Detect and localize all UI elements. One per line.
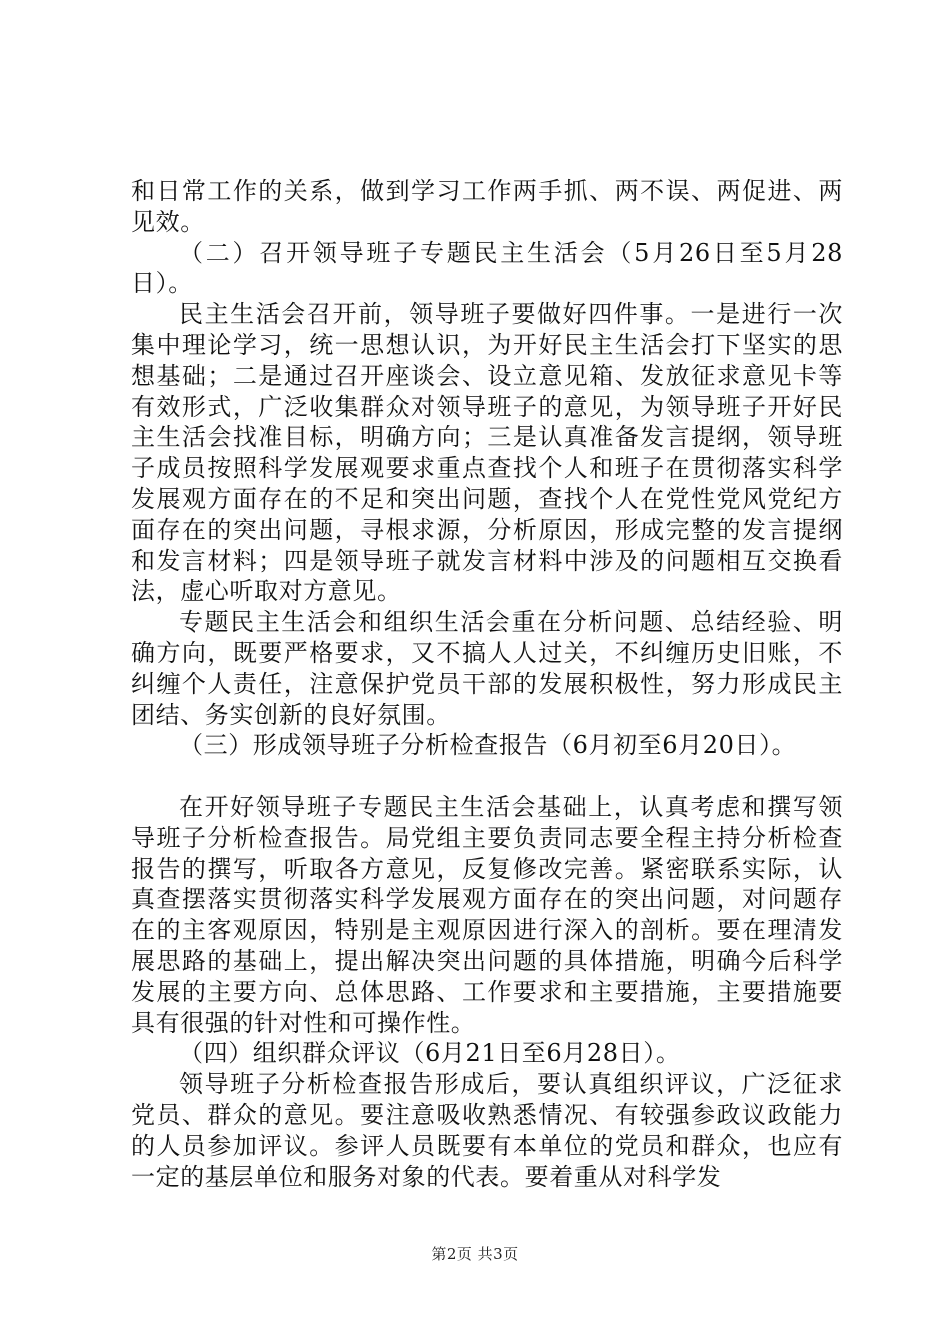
paragraph-report: 在开好领导班子专题民主生活会基础上，认真考虑和撰写领导班子分析检查报告。局党组主要负责同志要全程主持分析检查报告的撰写，听取各方意见，反复修改完善。紧密联系实际，认真查摆落实贯彻落实科学发展观方面存在的突出问题，对问题存在的主客观原因，特别是主观原因进行深入的剖析。要在理清发展思路的基础上，提出解决突出问题的具体措施，明确今后科学发展的主要方向、总体思路、工作要求和主要措施，主要措施要具有很强的针对性和可操作性。 <box>131 792 843 1037</box>
paragraph-preparation: 民主生活会召开前，领导班子要做好四件事。一是进行一次集中理论学习，统一思想认识，为开好民主生活会打下坚实的思想基础；二是通过召开座谈会、设立意见箱、发放征求意见卡等有效形式，广泛收集群众对领导班子的意见，为领导班子开好民主生活会找准目标，明确方向；三是认真准备发言提纲，领导班子成员按照科学发展观要求重点查找个人和班子在贯彻落实科学发展观方面存在的不足和突出问题，查找个人在党性党风党纪方面存在的突出问题，寻根求源，分析原因，形成完整的发言提纲和发言材料；四是领导班子就发言材料中涉及的问题相互交换看法，虚心听取对方意见。 <box>131 300 843 606</box>
section-heading-4: （四）组织群众评议（6月21日至6月28日）。 <box>179 1039 681 1068</box>
page-number-footer: 第2页 共3页 <box>431 1245 519 1263</box>
paragraph-atmosphere: 专题民主生活会和组织生活会重在分析问题、总结经验、明确方向，既要严格要求，又不搞人人过关，不纠缠历史旧账，不纠缠个人责任，注意保护党员干部的发展积极性，努力形成民主团结、务实创新的良好氛围。 <box>131 608 843 729</box>
section-heading-3: （三）形成领导班子分析检查报告（6月初至6月20日）。 <box>179 731 797 760</box>
section-heading-2: （二）召开领导班子专题民主生活会（5月26日至5月28日）。 <box>131 238 843 298</box>
paragraph-evaluation: 领导班子分析检查报告形成后，要认真组织评议，广泛征求党员、群众的意见。要注意吸收熟悉情况、有较强参政议政能力的人员参加评议。参评人员既要有本单位的党员和群众，也应有一定的基层单位和服务对象的代表。要着重从对科学发 <box>131 1070 843 1191</box>
paragraph-continuation: 和日常工作的关系，做到学习工作两手抓、两不误、两促进、两见效。 <box>131 177 843 236</box>
document-body <box>131 176 843 1192</box>
